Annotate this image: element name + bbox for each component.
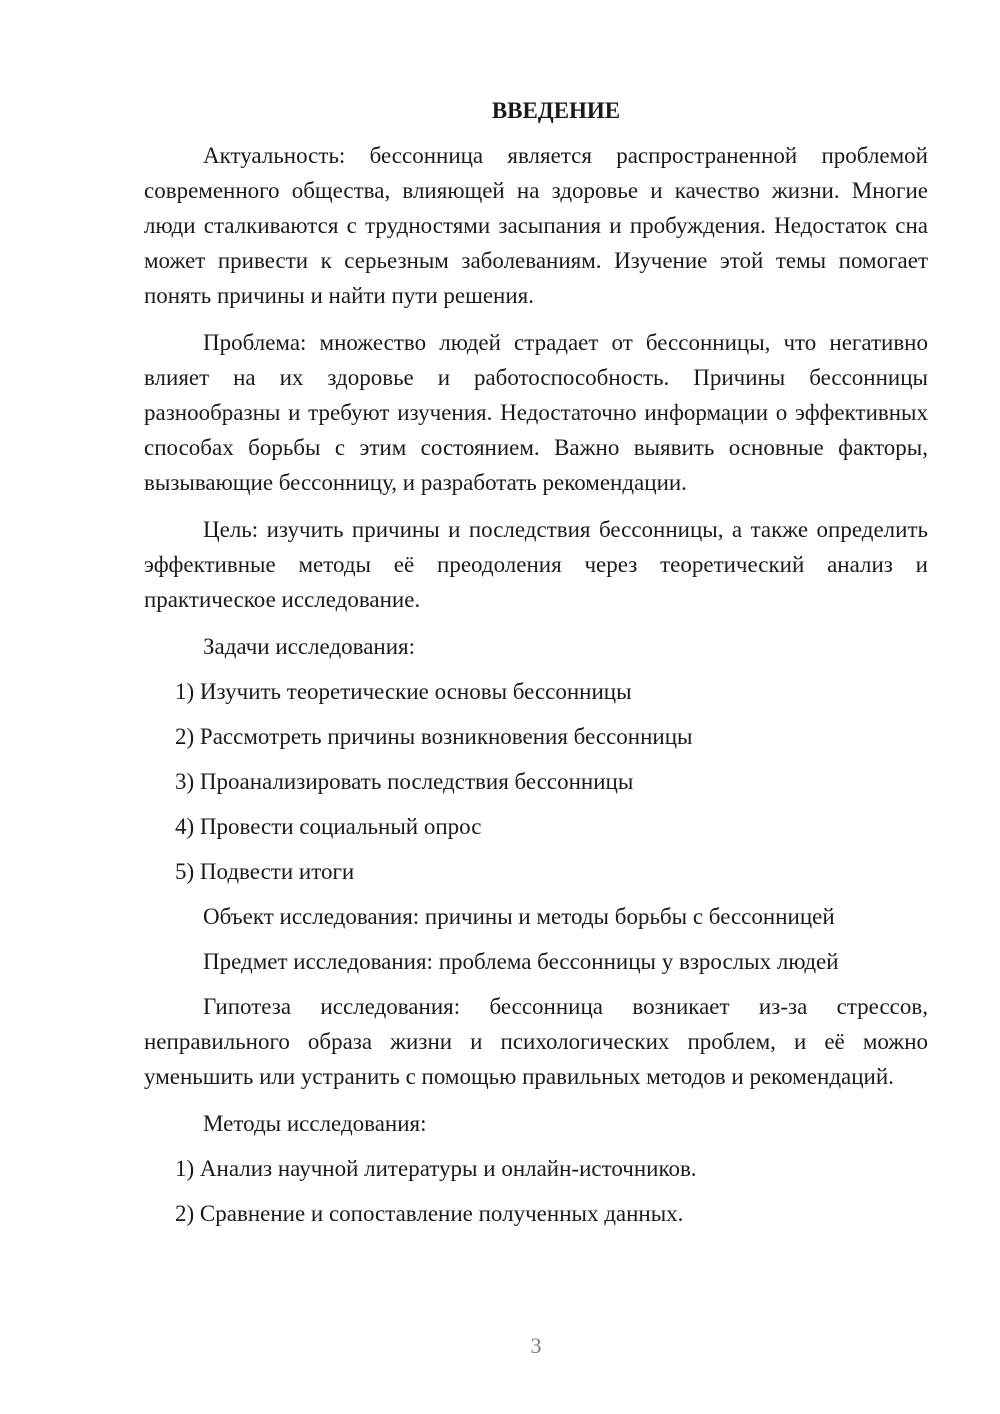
section-title: ВВЕДЕНИЕ — [491, 98, 621, 123]
tasks-heading: Задачи исследования: — [203, 634, 416, 659]
page-content — [144, 93, 928, 1241]
list-item: 4) Провести социальный опрос — [175, 814, 482, 839]
object-paragraph: Объект исследования: причины и методы борьбы с бессонницей — [203, 904, 835, 929]
relevance-paragraph: Актуальность: бессонница является распространенной проблемой современного общества, влияющей на здоровье и качество жизни. Многие люди сталкиваются с трудностями засыпания и пробуждения. Недостаток сна может привести к серьезным заболеваниям. Изучение этой темы помогает понять причины и найти пути решения. — [144, 143, 928, 308]
methods-list — [144, 1151, 928, 1231]
page-number: 3 — [530, 1333, 542, 1358]
problem-paragraph: Проблема: множество людей страдает от бессонницы, что негативно влияет на их здоровье и работоспособность. Причины бессонницы разнообразны и требуют изучения. Недостаточно информации о эффективных способах борьбы с этим состоянием. Важно выявить основные факторы, вызывающие бессонницу, и разработать рекомендации. — [144, 330, 928, 495]
tasks-list — [144, 674, 928, 889]
subject-paragraph: Предмет исследования: проблема бессонницы у взрослых людей — [203, 949, 839, 974]
hypothesis-paragraph: Гипотеза исследования: бессонница возникает из-за стрессов, неправильного образа жизни и психологических проблем, и её можно уменьшить или устранить с помощью правильных методов и рекомендаций. — [144, 994, 928, 1089]
list-item: 1) Изучить теоретические основы бессонницы — [175, 679, 632, 704]
list-item: 2) Рассмотреть причины возникновения бессонницы — [175, 724, 693, 749]
list-item: 5) Подвести итоги — [175, 859, 355, 884]
goal-paragraph: Цель: изучить причины и последствия бессонницы, а также определить эффективные методы её преодоления через теоретический анализ и практическое исследование. — [144, 517, 928, 612]
list-item: 3) Проанализировать последствия бессонницы — [175, 769, 634, 794]
list-item: 2) Сравнение и сопоставление полученных данных. — [175, 1201, 684, 1226]
methods-heading: Методы исследования: — [203, 1111, 427, 1136]
list-item: 1) Анализ научной литературы и онлайн-источников. — [175, 1156, 697, 1181]
